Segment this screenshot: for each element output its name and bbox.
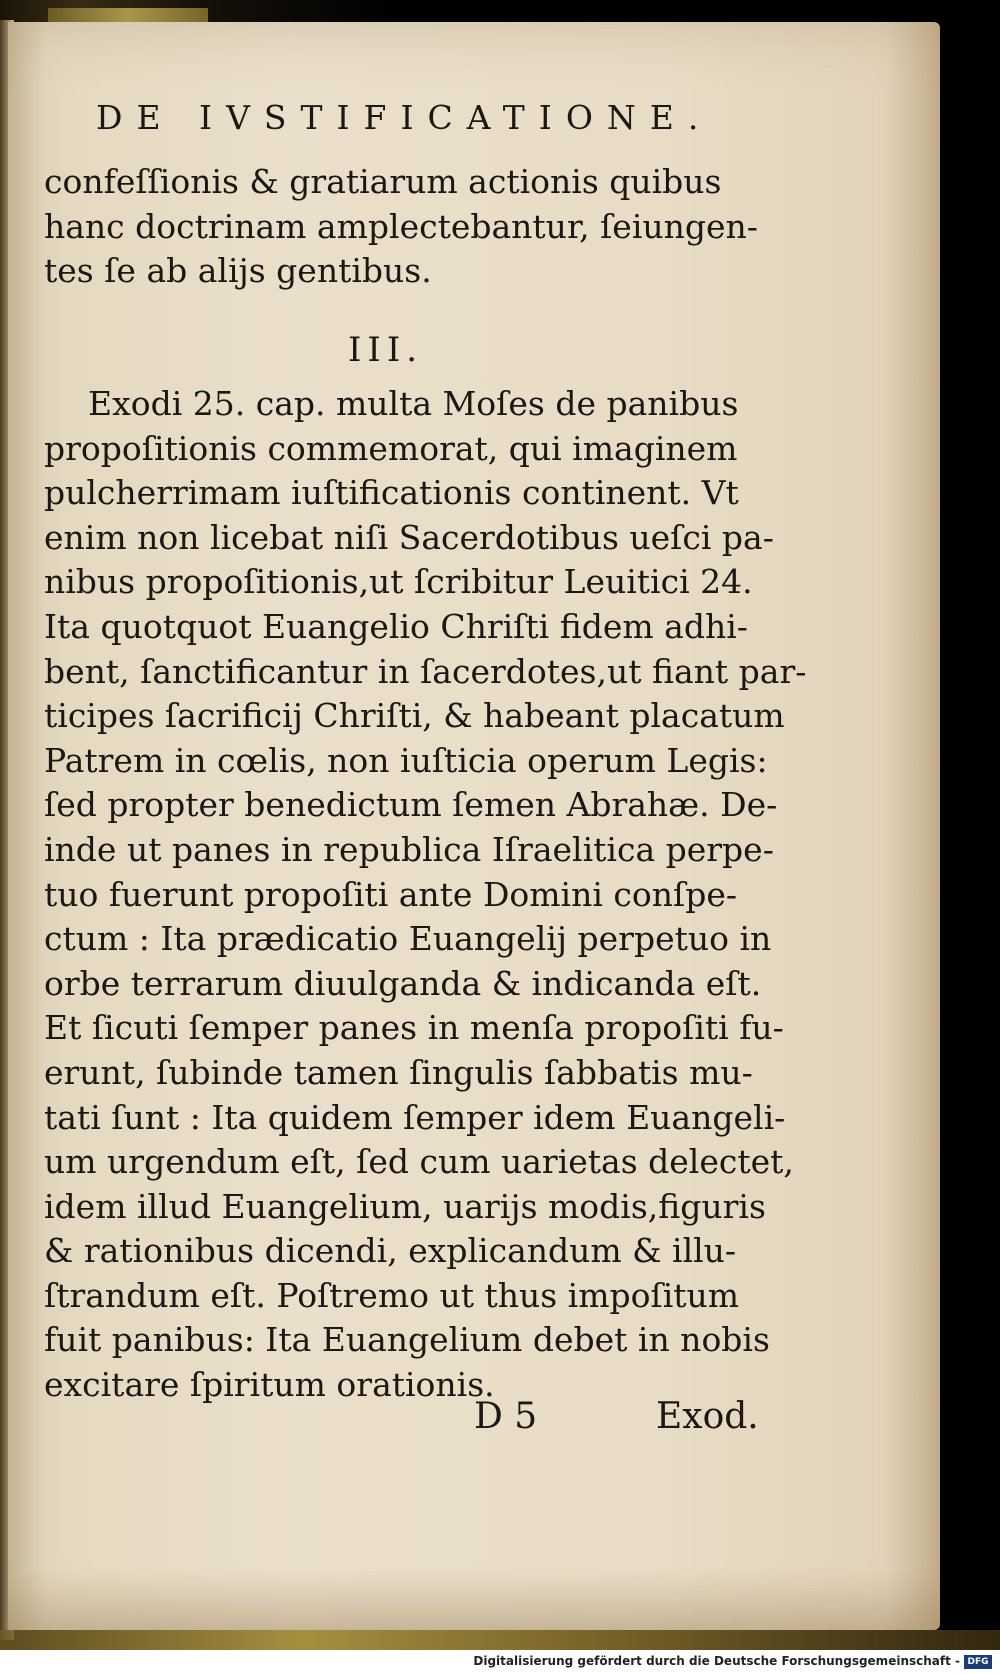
- signature-mark: D 5: [474, 1396, 538, 1437]
- text-line: orbe terrarum diuulganda & indicanda eſt.: [44, 963, 762, 1003]
- text-line: Et ſicuti ſemper panes in menſa propoſiti fu-: [44, 1008, 784, 1048]
- text-line: enim non licebat niſi Sacerdotibus ueſci pa-: [44, 517, 774, 557]
- text-line: ctum : Ita prædicatio Euangelij perpetuo in: [44, 919, 772, 959]
- paragraph-2: [44, 382, 807, 1408]
- text-line: Exodi 25. cap. multa Moſes de panibus: [88, 384, 739, 423]
- text-line: tati ſunt : Ita quidem ſemper idem Euangeli-: [44, 1097, 786, 1137]
- text-line: pulcherrimam iuſtificationis continent. Vt: [44, 473, 739, 513]
- book-page: [8, 22, 940, 1630]
- catchword: Exod.: [656, 1396, 759, 1437]
- text-line: excitare ſpiritum orationis.: [44, 1365, 495, 1405]
- text-line: Ita quotquot Euangelio Chriſti fidem adhi-: [44, 606, 748, 646]
- section-number: III.: [348, 330, 424, 370]
- text-line: ticipes ſacrificij Chriſti, & habeant placatum: [44, 696, 785, 736]
- text-line: um urgendum eſt, ſed cum uarietas delectet,: [44, 1142, 794, 1182]
- text-line: ſed propter benedictum ſemen Abrahæ. De-: [44, 785, 778, 825]
- text-line: tuo fuerunt propoſiti ante Domini conſpe-: [44, 874, 738, 914]
- funding-credit: Digitalisierung gefördert durch die Deutsche Forschungsgemeinschaft -: [473, 1654, 960, 1668]
- text-line: hanc doctrinam amplectebantur, ſeiungen-: [44, 206, 758, 246]
- running-head: DE IVSTIFICATIONE.: [96, 98, 713, 137]
- digitization-footer: [0, 1650, 1000, 1674]
- text-line: inde ut panes in republica Iſraelitica perpe-: [44, 829, 774, 869]
- paragraph-1: [44, 160, 764, 294]
- text-line: propoſitionis commemorat, qui imaginem: [44, 428, 738, 468]
- text-line: erunt, ſubinde tamen ſingulis ſabbatis mu-: [44, 1052, 753, 1092]
- text-line: nibus propoſitionis,ut ſcribitur Leuitici 24.: [44, 562, 753, 602]
- text-line: bent, ſanctificantur in ſacerdotes,ut fiant par-: [44, 651, 807, 691]
- book-bottom-edge: [0, 1630, 1000, 1650]
- gilt-edge: [48, 8, 208, 22]
- text-line: & rationibus dicendi, explicandum & illu-: [44, 1231, 737, 1271]
- text-line: ſtrandum eſt. Poſtremo ut thus impoſitum: [44, 1275, 740, 1315]
- text-line: idem illud Euangelium, uarijs modis,figuris: [44, 1186, 766, 1226]
- text-line: Patrem in cœlis, non iuſticia operum Legis:: [44, 740, 768, 780]
- text-line: confeſſionis & gratiarum actionis quibus: [44, 162, 722, 201]
- text-line: fuit panibus: Ita Euangelium debet in nobis: [44, 1320, 770, 1360]
- text-line: tes ſe ab alijs gentibus.: [44, 251, 432, 291]
- dfg-logo-icon: DFG: [964, 1655, 992, 1669]
